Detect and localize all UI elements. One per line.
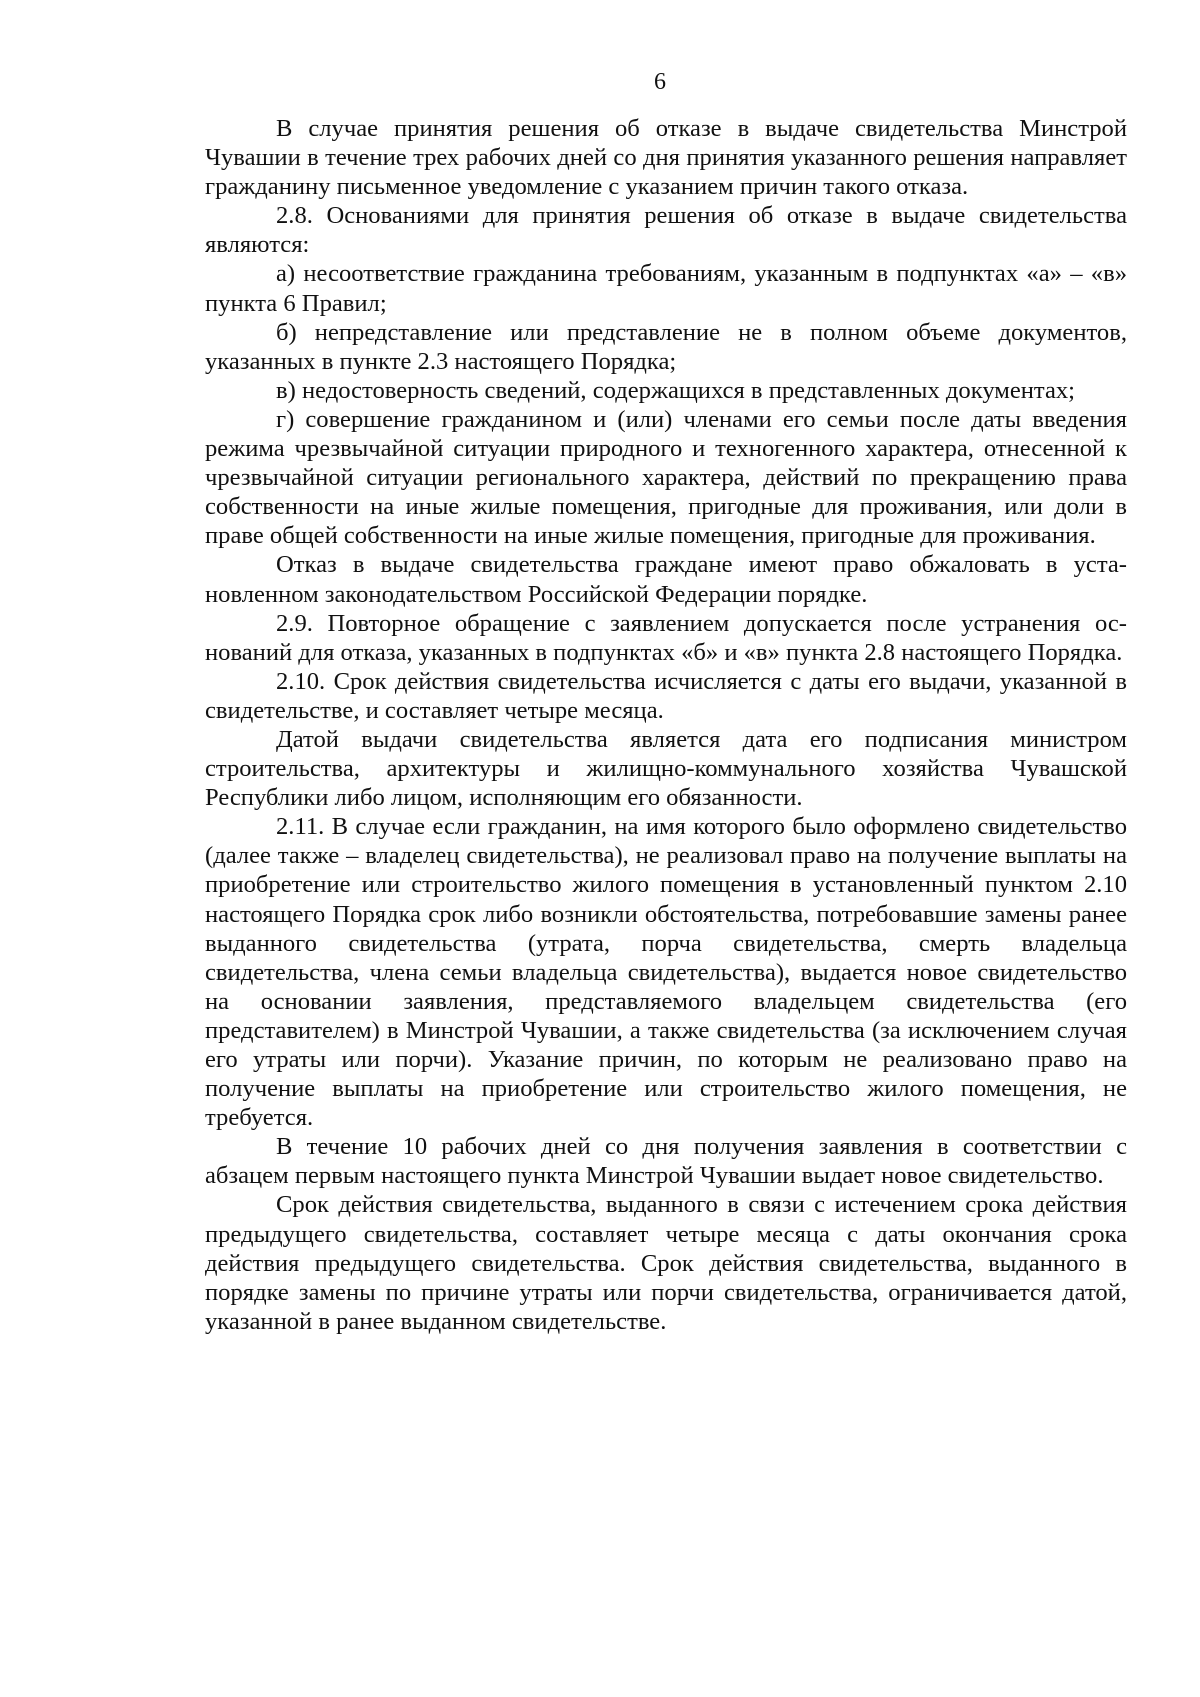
- paragraph-2-8-a: а) несоответствие гражданина требованиям, указанным в подпунктах «а» – «в» пункта 6 Правил;: [205, 260, 1127, 317]
- paragraph-2-8-v: в) недостоверность сведений, содержащихся в представленных документах;: [276, 376, 1076, 404]
- paragraph-2-8-grounds: 2.8. Основаниями для принятия решения об отказе в выдаче свидетельства являются:: [205, 202, 1127, 259]
- paragraph-refusal-notice: В случае принятия решения об отказе в выдаче свидетельства Минстрой Чувашии в течение трех рабочих дней со дня принятия указанного решения направляет гражданину письменное уведомление с указанием причин такого отказа.: [205, 115, 1127, 201]
- paragraph-2-8-b: б) непредставление или представление не в полном объеме документов, указанных в пункте 2.3 настоящего Порядка;: [205, 318, 1127, 375]
- paragraph-2-8-g: г) совершение гражданином и (или) членами его семьи после даты введения режима чрезвычайной ситуации природного и техногенного характера, отнесенной к чрезвычайной ситуации регионального характера, действий по прекращению права собственности на иные жилые помещения, пригодные для проживания, или доли в праве общей собственности на иные жилые помещения, пригодные для проживания.: [205, 405, 1127, 550]
- paragraph-validity: Срок действия свидетельства, выданного в связи с истечением срока действия предыдущего свидетельства, составляет четыре месяца с даты окончания срока действия предыдущего свидетельства. Срок действия свидетельства, выданного в порядке замены по причине утраты или порчи свидетельства, ограничивается датой, указанной в ранее выданном свидетельстве.: [205, 1191, 1127, 1335]
- paragraph-2-10: 2.10. Срок действия свидетельства исчисляется с даты его выдачи, указанной в свидетельстве, и составляет четыре месяца.: [205, 667, 1127, 724]
- paragraph-2-11: 2.11. В случае если гражданин, на имя которого было оформлено свидетельство (далее также – владелец свидетельства), не реализовал право на получение выплаты на приобретение или строительство жилого помещения в установленный пунктом 2.10 настоящего Порядка срок либо возникли обстоятельства, потребовавшие замены ранее выданного свидетельства (утрата, порча свидетельства, смерть владельца свидетельства, члена семьи владельца свидетельства), выдается новое свидетельство на основании заявления, представляемого владельцем свидетельства (его представителем) в Минстрой Чувашии, а также свидетельства (за исключением случая его утраты или порчи). Указание причин, по которым не реализовано право на получение выплаты на приобретение или строительство жилого помещения, не требуется.: [205, 813, 1127, 1132]
- paragraph-issue-date: Датой выдачи свидетельства является дата его подписания министром строительства, архитектуры и жилищно-коммунального хозяйства Чувашской Республики либо лицом, исполняющим его обязанности.: [205, 725, 1127, 812]
- document-body: [205, 114, 1127, 1336]
- page-number: 6: [654, 69, 666, 95]
- paragraph-new-certificate: В течение 10 рабочих дней со дня получения заявления в соответствии с абзацем первым настоящего пункта Минстрой Чувашии выдает новое свидетельство.: [205, 1133, 1127, 1190]
- paragraph-appeal: Отказ в выдаче свидетельства граждане имеют право обжаловать в установленном законодательством Российской Федерации порядке.: [205, 551, 1127, 608]
- paragraph-2-9: 2.9. Повторное обращение с заявлением допускается после устранения оснований для отказа, указанных в подпунктах «б» и «в» пункта 2.8 настоящего Порядка.: [205, 609, 1127, 666]
